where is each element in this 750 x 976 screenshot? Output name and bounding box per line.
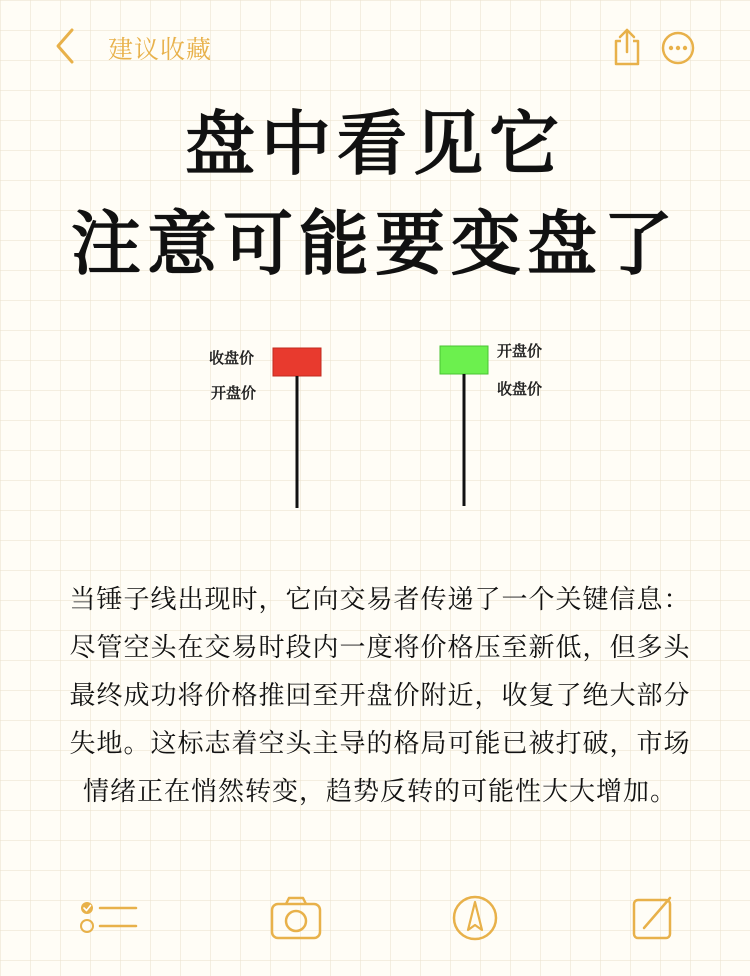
share-button[interactable] xyxy=(610,26,644,68)
checklist-icon xyxy=(78,892,140,944)
edit-button[interactable] xyxy=(630,892,676,944)
left-bottom-label: 开盘价 xyxy=(211,384,257,402)
bullish-candle-body xyxy=(440,346,488,374)
checklist-button[interactable] xyxy=(78,892,140,944)
candlestick-diagram xyxy=(0,320,750,520)
bottom-toolbar xyxy=(0,880,750,960)
edit-icon xyxy=(630,892,676,944)
right-top-label: 开盘价 xyxy=(497,342,543,360)
more-icon xyxy=(660,30,696,66)
back-label[interactable]: 建议收藏 xyxy=(108,35,213,64)
back-button[interactable] xyxy=(50,26,86,66)
top-bar xyxy=(0,0,750,92)
left-top-label: 收盘价 xyxy=(209,349,255,367)
body-paragraph: 当锤子线出现时，它向交易者传递了一个关键信息：尽管空头在交易时段内一度将价格压至新低，但多头最终成功将价格推回至开盘价附近，收复了绝大部分失地。这标志着空头主导的格局可能已被打破，市场情绪正在悄然转变，趋势反转的可能性大大增加。 xyxy=(69,585,691,807)
candles-svg xyxy=(0,320,750,520)
chevron-left-icon xyxy=(50,26,86,66)
compass-button[interactable] xyxy=(449,892,501,944)
right-bottom-label: 收盘价 xyxy=(497,380,543,398)
title-line-2: 注意可能要变盘了 xyxy=(71,203,679,285)
bearish-candle-body xyxy=(273,348,321,376)
share-icon xyxy=(610,26,644,68)
compass-icon xyxy=(449,892,501,944)
title-line-1: 盘中看见它 xyxy=(185,103,565,185)
more-button[interactable] xyxy=(660,30,696,66)
camera-button[interactable] xyxy=(268,892,324,944)
camera-icon xyxy=(268,892,324,944)
